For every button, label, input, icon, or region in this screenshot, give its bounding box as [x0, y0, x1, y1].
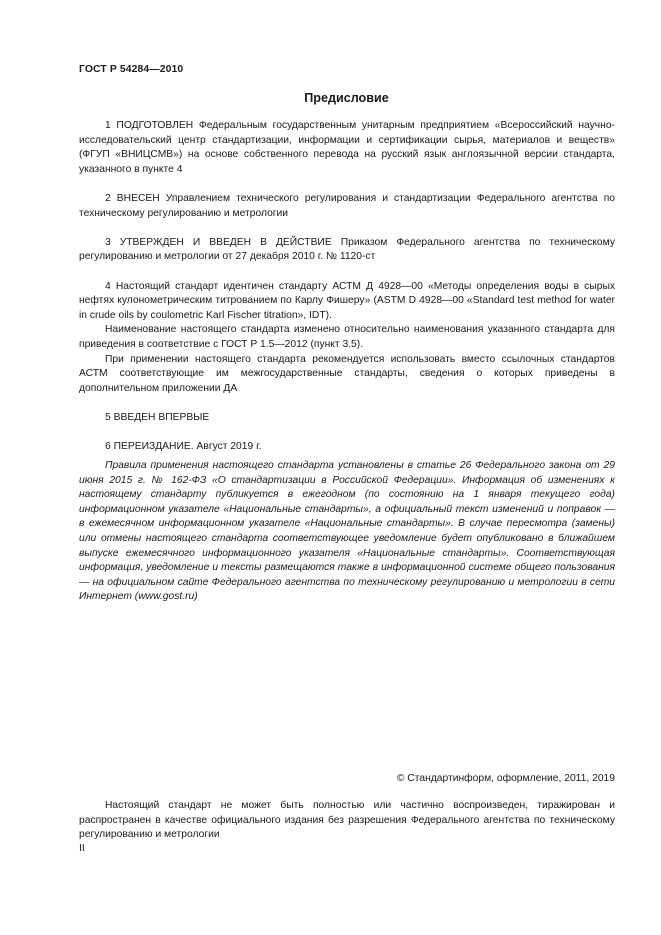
paragraph-first-introduced: 5 ВВЕДЕН ВПЕРВЫЕ: [105, 411, 210, 423]
paragraph-introduced: 2 ВНЕСЕН Управлением технического регулирования и стандартизации Федерального агентства по техническому регулированию и метрологии: [79, 192, 615, 219]
standard-code-header: ГОСТ Р 54284—2010: [79, 64, 184, 75]
paragraph-identical: 4 Настоящий стандарт идентичен стандарту АСТМ Д 4928—00 «Методы определения воды в сырых нефтях кулонометрическим титрованием по Карлу Фишеру» (ASTM D 4928—00 «Standard test method for water in crude oils by coulometric Karl Fischer titration», IDT).: [79, 280, 615, 321]
foreword-title: Предисловие: [304, 91, 389, 105]
page-number: II: [79, 843, 85, 854]
paragraph-name-changed: Наименование настоящего стандарта изменено относительно наименования указанного стандарта для приведения в соответствие с ГОСТ Р 1.5—2012 (пункт 3.5).: [79, 324, 615, 350]
paragraph-reissue: 6 ПЕРЕИЗДАНИЕ. Август 2019 г.: [105, 441, 262, 453]
application-rules-notice: Правила применения настоящего стандарта установлены в статье 26 Федерального закона от 29 июня 2015 г. № 162-ФЗ «О стандартизации в Российской Федерации». Информация об изменениях к настоящему стандарту публикуется в ежегодном (по состоянию на 1 января текущего года) информационном указателе «Национальные стандарты», а официальный текст изменений и поправок — в ежемесячном информационном указателе «Национальные стандарты». В случае пересмотра (замены) или отмены настоящего стандарта соответствующее уведомление будет опубликовано в ближайшем выпуске ежемесячного информационного указателя «Национальные стандарты». Соответствующая информация, уведомление и тексты размещаются также в информационной системе общего пользования — на официальном сайте Федерального агентства по техническому регулированию и метрологии в сети Интернет (www.gost.ru): [79, 460, 615, 603]
paragraph-approved: 3 УТВЕРЖДЕН И ВВЕДЕН В ДЕЙСТВИЕ Приказом Федерального агентства по техническому регулированию и метрологии от 27 декабря 2010 г. № 1120-ст: [79, 236, 615, 263]
paragraph-references: При применении настоящего стандарта рекомендуется использовать вместо ссылочных стандартов АСТМ соответствующие им межгосударственные стандарты, сведения о которых приведены в дополнительном приложении ДА: [79, 353, 615, 394]
copyright-line: © Стандартинформ, оформление, 2011, 2019: [396, 773, 615, 784]
paragraph-prepared: 1 ПОДГОТОВЛЕН Федеральным государственным унитарным предприятием «Всероссийский научно-исследовательский центр стандартизации, информации и сертификации сырья, материалов и веществ» (ФГУП «ВНИЦСМВ») на основе собственного перевода на русский язык англоязычной версии стандарта, указанного в пункте 4: [79, 120, 615, 175]
reproduction-restriction: Настоящий стандарт не может быть полностью или частично воспроизведен, тиражирован и распространен в качестве официального издания без разрешения Федерального агентства по техническому регулированию и метрологии: [79, 800, 615, 841]
foreword-body: [79, 119, 615, 455]
